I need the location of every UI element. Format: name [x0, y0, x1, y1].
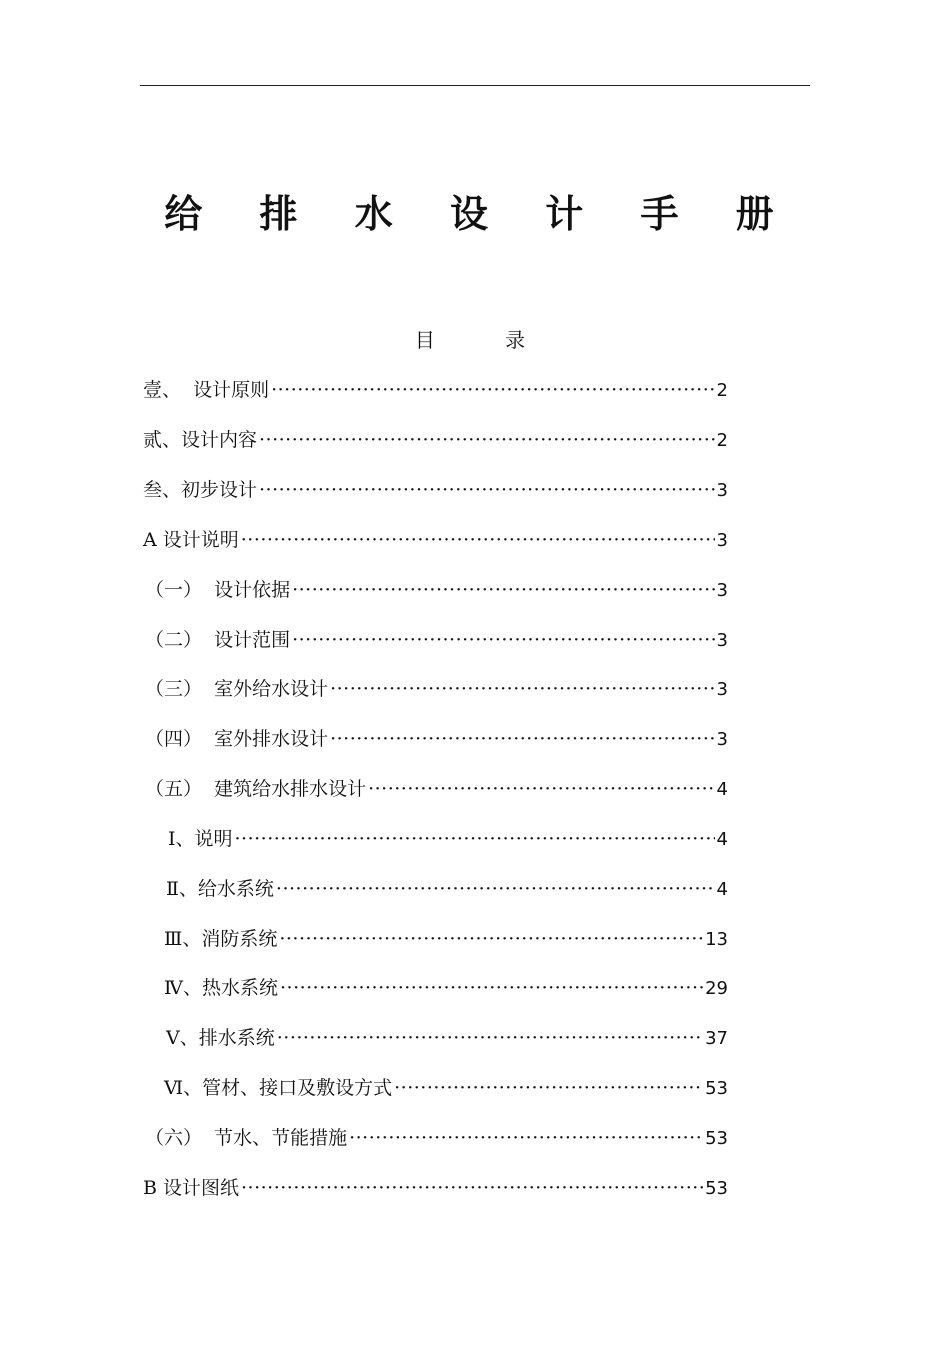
toc-entry-page: 3	[716, 480, 728, 501]
toc-entry[interactable]	[164, 924, 728, 954]
toc-entry-page: 13	[705, 929, 728, 950]
toc-entry-label: Ⅱ、给水系统	[166, 878, 274, 900]
toc-dot-leader	[271, 375, 714, 405]
toc-entry[interactable]	[164, 973, 728, 1003]
toc-entry-label: （六） 节水、节能措施	[145, 1127, 348, 1149]
toc-dot-leader	[349, 1123, 703, 1153]
toc-dot-leader	[280, 973, 703, 1003]
toc-entry-label: Ⅴ、排水系统	[166, 1027, 275, 1049]
toc-dot-leader	[241, 525, 715, 555]
toc-entry[interactable]	[145, 625, 728, 655]
toc-dot-leader	[259, 425, 715, 455]
toc-entry[interactable]	[164, 1073, 728, 1103]
toc-entry[interactable]	[143, 475, 728, 505]
toc-entry-page: 4	[716, 879, 728, 900]
toc-entry-page: 37	[705, 1028, 728, 1049]
toc-entry-page: 3	[716, 679, 728, 700]
toc-dot-leader	[259, 475, 715, 505]
toc-dot-leader	[330, 674, 714, 704]
toc-entry-label: （四） 室外排水设计	[145, 728, 329, 750]
toc-entry-page: 53	[705, 1178, 728, 1199]
toc-entry-label: （二） 设计范围	[145, 629, 291, 651]
toc-entry[interactable]	[143, 375, 728, 405]
toc-dot-leader	[235, 824, 715, 854]
toc-dot-leader	[279, 924, 703, 954]
toc-entry[interactable]	[143, 1173, 728, 1203]
toc-entry-label: 壹、 设计原则	[143, 379, 270, 401]
toc-entry[interactable]	[145, 724, 728, 754]
toc-entry-label: （五） 建筑给水排水设计	[145, 778, 367, 800]
toc-entry[interactable]	[143, 425, 728, 455]
toc-entry-page: 3	[716, 630, 728, 651]
toc-entry-label: Ⅰ、说明	[168, 828, 233, 850]
toc-heading: 目 录	[414, 328, 558, 352]
toc-entry-page: 29	[705, 978, 728, 999]
toc-dot-leader	[276, 874, 715, 904]
toc-entry-page: 53	[705, 1078, 728, 1099]
toc-entry-label: Ⅲ、消防系统	[164, 928, 278, 950]
toc-entry[interactable]	[168, 824, 728, 854]
toc-entry-label: （一） 设计依据	[145, 579, 291, 601]
toc-entry[interactable]	[166, 1023, 728, 1053]
toc-entry[interactable]	[143, 525, 728, 555]
toc-entry[interactable]	[145, 774, 728, 804]
toc-dot-leader	[394, 1073, 703, 1103]
toc-entry-page: 3	[716, 729, 728, 750]
toc-dot-leader	[330, 724, 714, 754]
toc-dot-leader	[277, 1023, 703, 1053]
document-title: 给 排 水 设 计 手 册	[164, 192, 796, 236]
toc-entry-label: Ⅳ、热水系统	[164, 977, 278, 999]
toc-entry[interactable]	[145, 575, 728, 605]
toc-dot-leader	[368, 774, 714, 804]
toc-entry-page: 2	[716, 430, 728, 451]
toc-entry-label: （三） 室外给水设计	[145, 678, 329, 700]
toc-entry-page: 53	[705, 1128, 728, 1149]
toc-entry-label: Ⅵ、管材、接口及敷设方式	[164, 1077, 393, 1099]
toc-entry-page: 2	[716, 380, 728, 401]
toc-dot-leader	[292, 575, 714, 605]
toc-entry-label: 贰、设计内容	[143, 429, 258, 451]
toc-entry-label: 叁、初步设计	[143, 479, 258, 501]
toc-entry-label: B 设计图纸	[143, 1177, 240, 1199]
toc-entry-page: 3	[716, 530, 728, 551]
toc-entry[interactable]	[145, 674, 728, 704]
toc-entry-page: 3	[716, 580, 728, 601]
toc-entry[interactable]	[166, 874, 728, 904]
toc-dot-leader	[292, 625, 714, 655]
toc-dot-leader	[241, 1173, 703, 1203]
toc-entry-label: A 设计说明	[143, 529, 239, 551]
toc-entry[interactable]	[145, 1123, 728, 1153]
toc-entry-page: 4	[716, 829, 728, 850]
toc-entry-page: 4	[716, 779, 728, 800]
